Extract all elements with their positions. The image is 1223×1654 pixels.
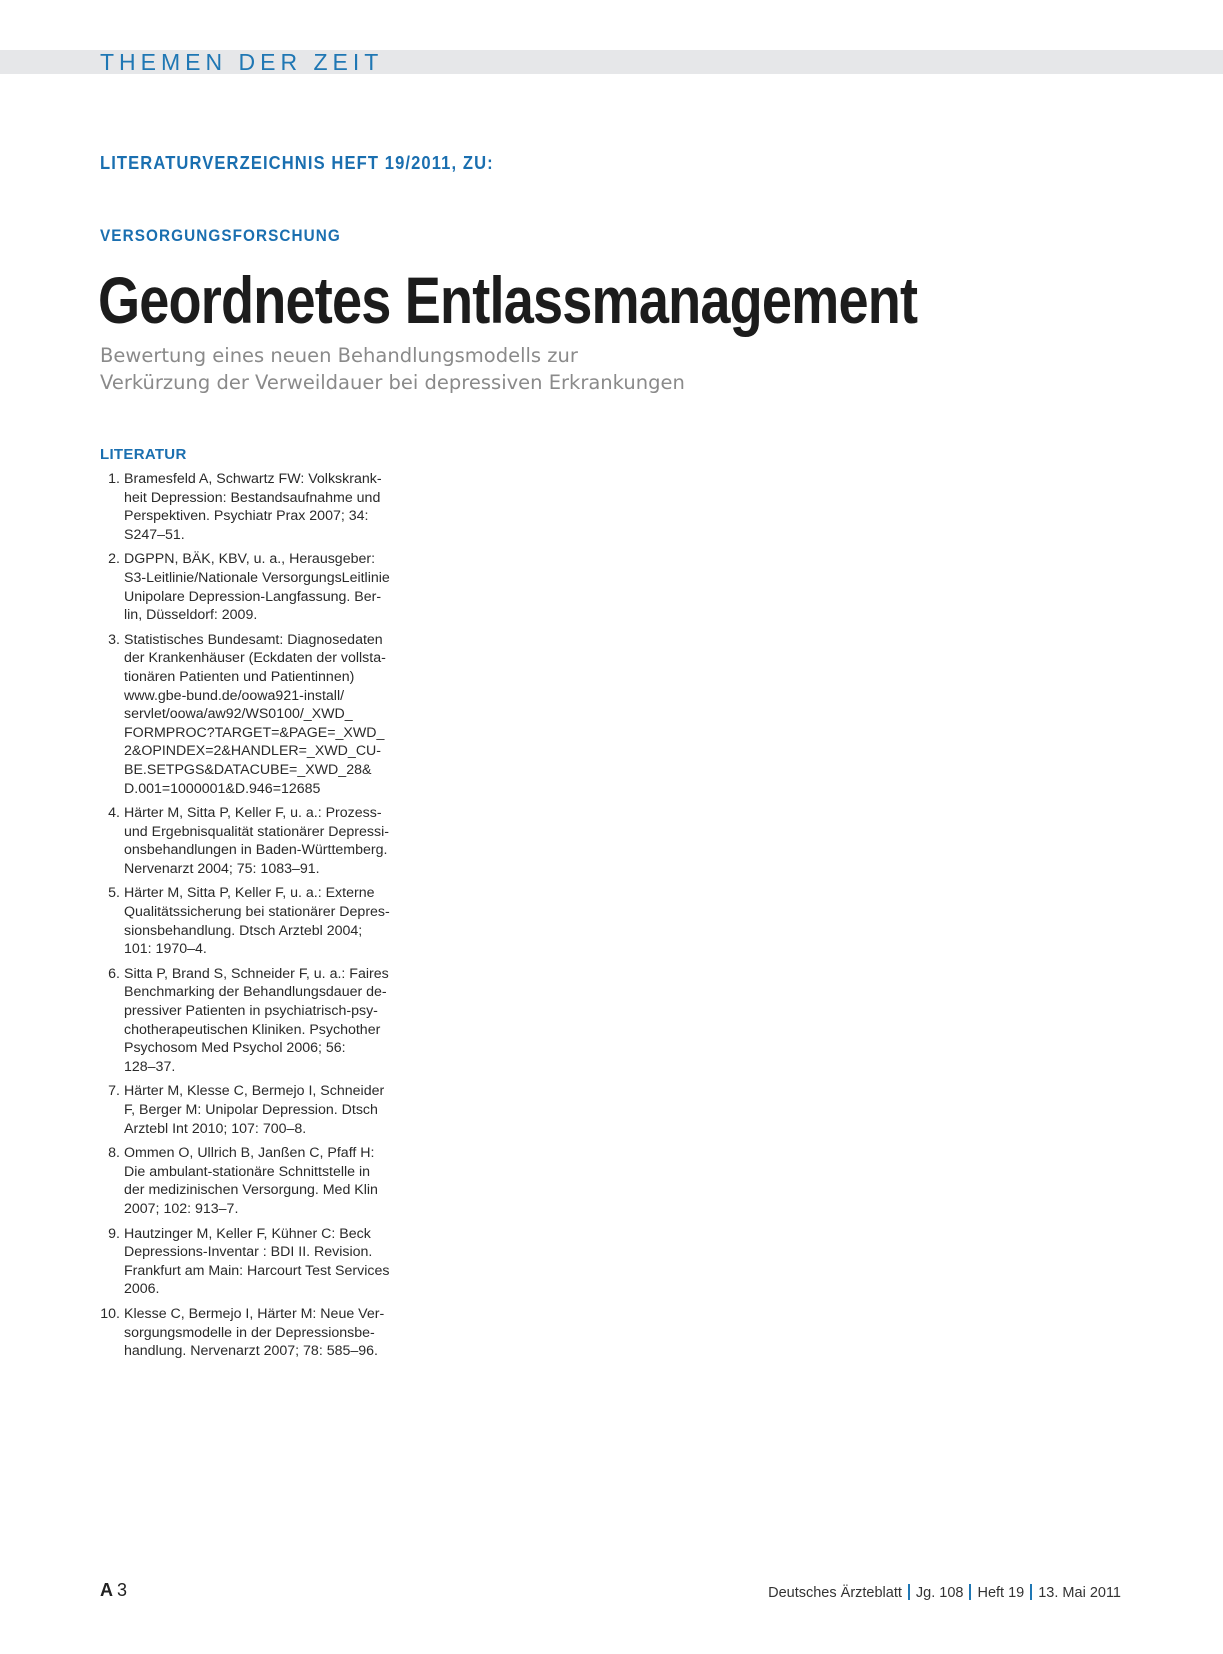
reference-text-line: Depressions-Inventar : BDI II. Revision. xyxy=(124,1244,373,1261)
section-title: THEMEN DER ZEIT xyxy=(100,49,384,75)
journal-date: 13. Mai 2011 xyxy=(1038,1585,1121,1601)
reference-item xyxy=(100,1082,390,1138)
article-category: VERSORGUNGSFORSCHUNG xyxy=(100,226,341,245)
reference-text-line: Perspektiven. Psychiatr Prax 2007; 34: xyxy=(124,508,369,525)
reference-number: 10. xyxy=(100,1305,120,1322)
reference-item xyxy=(100,1144,390,1218)
reference-text-line: tionären Patienten und Patientinnen) xyxy=(124,668,355,685)
journal-name: Deutsches Ärzteblatt xyxy=(768,1585,902,1601)
reference-text-line: Benchmarking der Behandlungsdauer de- xyxy=(124,984,387,1001)
reference-item xyxy=(100,804,390,878)
reference-item xyxy=(100,631,390,798)
reference-text-line: FORMPROC?TARGET=&PAGE=_XWD_ xyxy=(124,724,385,741)
reference-text-line: www.gbe-bund.de/oowa921-install/ xyxy=(124,687,345,704)
reference-text-line: Ommen O, Ullrich B, Janßen C, Pfaff H: xyxy=(124,1145,375,1162)
reference-item xyxy=(100,1225,390,1299)
reference-number: 5. xyxy=(108,885,120,902)
reference-item xyxy=(100,965,390,1077)
reference-text-line: 2006. xyxy=(124,1281,160,1298)
reference-text-line: F, Berger M: Unipolar Depression. Dtsch xyxy=(124,1102,378,1118)
reference-text-line: Hautzinger M, Keller F, Kühner C: Beck xyxy=(124,1225,371,1242)
reference-number: 8. xyxy=(108,1145,120,1162)
reference-item xyxy=(100,550,390,624)
reference-text-line: Arztebl Int 2010; 107: 700–8. xyxy=(124,1120,307,1137)
reference-number: 2. xyxy=(108,551,120,568)
reference-text-line: der medizinischen Versorgung. Med Klin xyxy=(124,1182,378,1199)
reference-number: 3. xyxy=(108,631,120,648)
reference-text-line: 128–37. xyxy=(124,1058,176,1075)
subtitle-line: Bewertung eines neuen Behandlungsmodells zur xyxy=(100,344,578,367)
reference-text-line: und Ergebnisqualität stationärer Depressi- xyxy=(124,823,389,840)
reference-number: 7. xyxy=(108,1083,120,1100)
journal-volume: Jg. 108 xyxy=(915,1585,964,1601)
journal-issue: Heft 19 xyxy=(977,1585,1025,1601)
reference-text-line: sionsbehandlung. Dtsch Arztebl 2004; xyxy=(124,922,363,939)
reference-item xyxy=(100,470,390,544)
reference-item xyxy=(100,1305,390,1361)
reference-text-line: Härter M, Sitta P, Keller F, u. a.: Externe xyxy=(124,885,375,902)
reference-text-line: Statistisches Bundesamt: Diagnosedaten xyxy=(124,631,383,648)
reference-text-line: lin, Düsseldorf: 2009. xyxy=(124,607,258,624)
footer-separator xyxy=(1030,1584,1032,1600)
reference-text-line: Sitta P, Brand S, Schneider F, u. a.: Faires xyxy=(124,965,389,982)
page-number xyxy=(100,1580,127,1601)
reference-text-line: sorgungsmodelle in der Depressionsbe- xyxy=(124,1324,375,1341)
subtitle-line: Verkürzung der Verweildauer bei depressiven Erkrankungen xyxy=(100,371,685,394)
reference-text-line: Frankfurt am Main: Harcourt Test Services xyxy=(124,1262,390,1279)
reference-text-line: onsbehandlungen in Baden-Württemberg. xyxy=(124,842,388,859)
reference-text-line: Klesse C, Bermejo I, Härter M: Neue Ver- xyxy=(124,1305,385,1322)
reference-text-line: handlung. Nervenarzt 2007; 78: 585–96. xyxy=(124,1343,378,1360)
reference-text-line: der Krankenhäuser (Eckdaten der vollsta- xyxy=(124,650,386,667)
reference-text-line: BE.SETPGS&DATACUBE=_XWD_28& xyxy=(124,761,372,778)
reference-text-line: Psychosom Med Psychol 2006; 56: xyxy=(124,1040,346,1057)
reference-text-line: heit Depression: Bestandsaufnahme und xyxy=(124,489,381,506)
reference-list xyxy=(100,470,390,1367)
article-subtitle xyxy=(100,342,920,396)
footer-separator xyxy=(908,1584,910,1600)
reference-number: 1. xyxy=(108,471,120,487)
reference-text-line: S247–51. xyxy=(124,526,185,543)
reference-text-line: 2&OPINDEX=2&HANDLER=_XWD_CU- xyxy=(124,743,382,760)
journal-footer xyxy=(768,1584,1121,1601)
footer-separator xyxy=(969,1584,971,1600)
reference-text-line: Bramesfeld A, Schwartz FW: Volkskrank- xyxy=(124,471,382,487)
reference-item xyxy=(100,884,390,958)
reference-text-line: D.001=1000001&D.946=12685 xyxy=(124,780,321,797)
reference-text-line: chotherapeutischen Kliniken. Psychother xyxy=(124,1021,381,1038)
reference-text-line: Unipolare Depression-Langfassung. Ber- xyxy=(124,588,382,605)
reference-text-line: Qualitätssicherung bei stationärer Depres- xyxy=(124,904,390,921)
reference-text-line: 101: 1970–4. xyxy=(124,941,207,958)
reference-text-line: Härter M, Klesse C, Bermejo I, Schneider xyxy=(124,1083,385,1100)
reference-text-line: Die ambulant-stationäre Schnittstelle in xyxy=(124,1163,371,1180)
reference-text-line: Härter M, Sitta P, Keller F, u. a.: Prozess- xyxy=(124,805,382,822)
literature-kicker: LITERATURVERZEICHNIS HEFT 19/2011, ZU: xyxy=(100,153,494,173)
article-title: Geordnetes Entlassmanagement xyxy=(98,263,918,337)
reference-number: 4. xyxy=(108,805,120,822)
reference-text-line: Nervenarzt 2004; 75: 1083–91. xyxy=(124,860,320,877)
reference-text-line: DGPPN, BÄK, KBV, u. a., Herausgeber: xyxy=(124,551,376,568)
page-number-value: 3 xyxy=(117,1580,128,1600)
reference-text-line: servlet/oowa/aw92/WS0100/_XWD_ xyxy=(124,706,353,723)
literature-heading: LITERATUR xyxy=(100,446,187,463)
reference-number: 9. xyxy=(108,1225,120,1242)
reference-number: 6. xyxy=(108,965,120,982)
page-prefix: A xyxy=(100,1580,113,1600)
reference-text-line: S3-Leitlinie/Nationale VersorgungsLeitlinie xyxy=(124,569,390,586)
reference-text-line: pressiver Patienten in psychiatrisch-psy- xyxy=(124,1003,378,1020)
reference-text-line: 2007; 102: 913–7. xyxy=(124,1200,239,1217)
